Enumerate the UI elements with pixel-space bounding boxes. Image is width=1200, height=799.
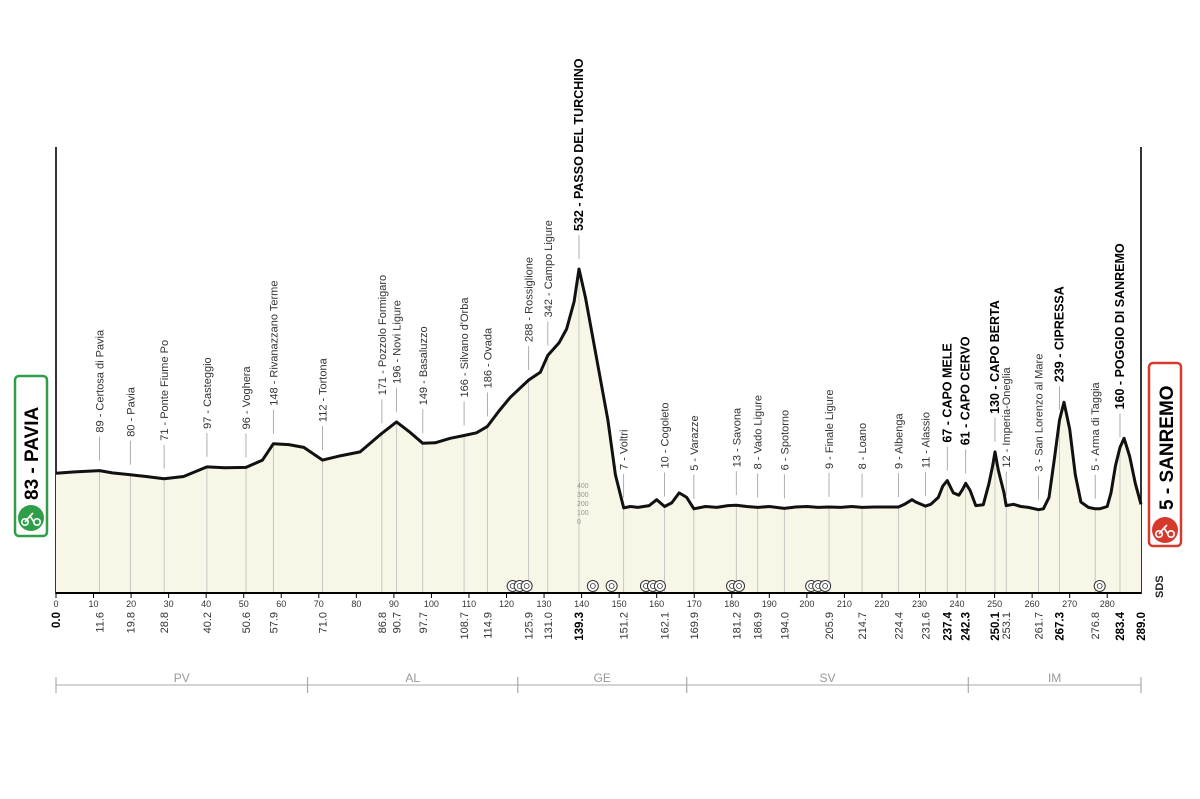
x-tick-label: 0 <box>53 599 59 609</box>
waypoint-km-label: 40.2 <box>201 612 214 634</box>
waypoint-km-label: 162.1 <box>659 612 672 640</box>
waypoint-km-label: 125.9 <box>523 612 536 640</box>
x-tick-label: 90 <box>388 599 399 609</box>
waypoint-label: 67 - CAPO MELE <box>940 343 955 443</box>
x-tick-label: 240 <box>949 599 965 609</box>
x-tick-label: 100 <box>423 599 439 609</box>
waypoint-km-label: 194.0 <box>779 612 792 640</box>
waypoint-km-label: 169.9 <box>688 612 701 640</box>
waypoint-label: 3 - San Lorenzo al Mare <box>1033 353 1046 472</box>
waypoint-label: 89 - Certosa di Pavia <box>94 329 107 433</box>
waypoint-label: 8 - Loano <box>857 422 870 470</box>
waypoint-km-label: 237.4 <box>942 612 955 641</box>
elevation-scale-label: 300 <box>577 492 589 499</box>
province-label: SV <box>819 671 836 685</box>
tunnel-icon <box>606 581 617 592</box>
distance-ticks <box>53 593 1114 609</box>
waypoint-km-label: 205.9 <box>824 612 836 640</box>
waypoint-km-label: 214.7 <box>857 612 870 640</box>
finish-km-label: 289.0 <box>1136 612 1148 641</box>
x-tick-label: 40 <box>201 599 212 609</box>
waypoint-label: 5 - Varazze <box>688 415 701 471</box>
tunnel-icon <box>734 581 745 592</box>
waypoint-label: 130 - CAPO BERTA <box>988 300 1002 414</box>
x-tick-label: 250 <box>987 599 1003 609</box>
x-tick-label: 120 <box>499 599 515 609</box>
elevation-area <box>56 269 1141 593</box>
x-tick-label: 30 <box>163 599 174 609</box>
tunnel-icon <box>1094 581 1105 592</box>
brand-logo-text: SDS <box>1154 575 1166 598</box>
x-tick-label: 70 <box>313 599 324 609</box>
waypoint-label: 186 - Ovada <box>482 327 495 389</box>
waypoint-km-label: 139.3 <box>574 612 586 641</box>
waypoint-km-labels <box>51 611 1148 640</box>
x-tick-label: 220 <box>874 599 890 609</box>
x-tick-label: 160 <box>649 599 665 609</box>
finish-label: 5 - SANREMO <box>1157 385 1178 510</box>
waypoint-label: 13 - Savona <box>731 407 744 468</box>
x-tick-label: 130 <box>536 599 552 609</box>
x-tick-label: 270 <box>1062 599 1078 609</box>
waypoint-km-label: 253.1 <box>1001 612 1014 640</box>
province-bar <box>56 671 1141 693</box>
waypoint-km-label: 261.7 <box>1033 612 1046 640</box>
waypoint-km-label: 283.4 <box>1115 612 1127 641</box>
waypoint-label: 97 - Casteggio <box>201 357 214 429</box>
waypoint-label: 9 - Finale Ligure <box>824 389 836 469</box>
x-tick-label: 280 <box>1099 599 1115 609</box>
x-tick-label: 20 <box>126 599 137 609</box>
waypoint-label: 61 - CAPO CERVO <box>958 336 973 446</box>
waypoint-km-label: 276.8 <box>1090 612 1103 640</box>
waypoint-km-label: 250.1 <box>990 612 1002 641</box>
waypoint-km-label: 131.0 <box>542 612 555 640</box>
waypoint-label: 196 - Novi Ligure <box>391 300 404 384</box>
province-label: GE <box>593 671 611 685</box>
x-tick-label: 80 <box>351 599 362 609</box>
province-label: AL <box>405 671 421 685</box>
waypoint-km-label: 50.6 <box>241 612 253 634</box>
waypoint-km-label: 11.6 <box>94 612 107 633</box>
tunnel-icon <box>820 581 831 592</box>
x-tick-label: 190 <box>761 599 777 609</box>
waypoint-label: 8 - Vado Ligure <box>752 394 765 470</box>
waypoint-km-label: 114.9 <box>482 612 495 639</box>
waypoint-km-label: 181.2 <box>731 612 744 640</box>
waypoint-label: 239 - CIPRESSA <box>1052 286 1067 383</box>
x-tick-label: 10 <box>88 599 99 609</box>
waypoint-labels <box>95 58 1127 471</box>
elevation-scale-label: 400 <box>577 483 589 490</box>
waypoint-km-label: 186.9 <box>752 612 765 640</box>
province-label: IM <box>1047 671 1062 685</box>
waypoint-label: 149 - Basaluzzo <box>417 326 430 406</box>
waypoint-km-label: 28.8 <box>159 612 172 634</box>
x-tick-label: 210 <box>836 599 852 609</box>
waypoint-km-label: 231.6 <box>920 612 933 640</box>
x-tick-label: 170 <box>686 599 702 609</box>
waypoint-label: 166 - Silvano d'Orba <box>459 297 472 398</box>
waypoint-km-label: 224.4 <box>893 612 906 640</box>
tunnel-icon <box>654 581 665 592</box>
waypoint-label: 288 - Rossiglione <box>523 257 536 342</box>
waypoint-label: 160 - POGGIO DI SANREMO <box>1113 243 1127 410</box>
x-tick-label: 260 <box>1024 599 1040 609</box>
x-tick-label: 60 <box>276 599 287 609</box>
x-tick-label: 230 <box>911 599 928 609</box>
start-badge <box>15 376 47 536</box>
x-tick-label: 200 <box>799 599 815 609</box>
tunnel-icon <box>521 581 532 592</box>
x-tick-label: 140 <box>574 599 590 609</box>
elevation-scale-label: 0 <box>577 519 581 526</box>
waypoint-km-label: 71.0 <box>317 612 330 634</box>
province-label: PV <box>173 671 190 685</box>
x-tick-label: 110 <box>461 599 477 609</box>
waypoint-label: 6 - Spotorno <box>779 409 792 471</box>
start-km-label: 0.0 <box>51 612 63 628</box>
waypoint-label: 10 - Cogoleto <box>659 402 672 469</box>
x-tick-label: 180 <box>724 599 740 609</box>
waypoint-label: 80 - Pavia <box>125 387 138 437</box>
waypoint-label: 11 - Alassio <box>920 412 933 469</box>
elevation-scale-label: 200 <box>577 501 589 508</box>
waypoint-label: 96 - Voghera <box>241 366 253 430</box>
waypoint-km-label: 57.9 <box>268 612 281 634</box>
waypoint-km-label: 108.7 <box>459 612 472 640</box>
elevation-scale-label: 100 <box>577 510 589 517</box>
waypoint-label: 71 - Ponte Fiume Po <box>159 339 172 441</box>
waypoint-label: 148 - Rivanazzano Terme <box>268 280 281 406</box>
waypoint-label: 5 - Arma di Taggia <box>1090 382 1103 471</box>
waypoint-km-label: 90.7 <box>391 612 404 634</box>
waypoint-label: 7 - Voltri <box>618 429 631 470</box>
waypoint-km-label: 19.8 <box>125 612 138 634</box>
tunnel-icon <box>587 581 598 592</box>
waypoint-label: 9 - Albenga <box>893 413 906 469</box>
finish-badge <box>1149 363 1181 546</box>
waypoint-label: 12 - Imperia-Oneglia <box>1001 367 1014 468</box>
waypoint-km-label: 86.8 <box>376 612 389 634</box>
waypoint-label: 171 - Pozzolo Formigaro <box>376 274 389 396</box>
waypoint-label: 342 - Campo Ligure <box>542 220 555 318</box>
waypoint-km-label: 267.3 <box>1054 612 1067 641</box>
x-tick-label: 150 <box>611 599 627 609</box>
start-label: 83 - PAVIA <box>22 406 43 500</box>
x-tick-label: 50 <box>238 599 249 609</box>
waypoint-label: 112 - Tortona <box>317 358 330 423</box>
waypoint-km-label: 97.7 <box>417 612 430 634</box>
waypoint-label: 532 - PASSO DEL TURCHINO <box>572 58 586 231</box>
waypoint-km-label: 151.2 <box>618 612 631 640</box>
waypoint-km-label: 242.3 <box>960 612 973 641</box>
